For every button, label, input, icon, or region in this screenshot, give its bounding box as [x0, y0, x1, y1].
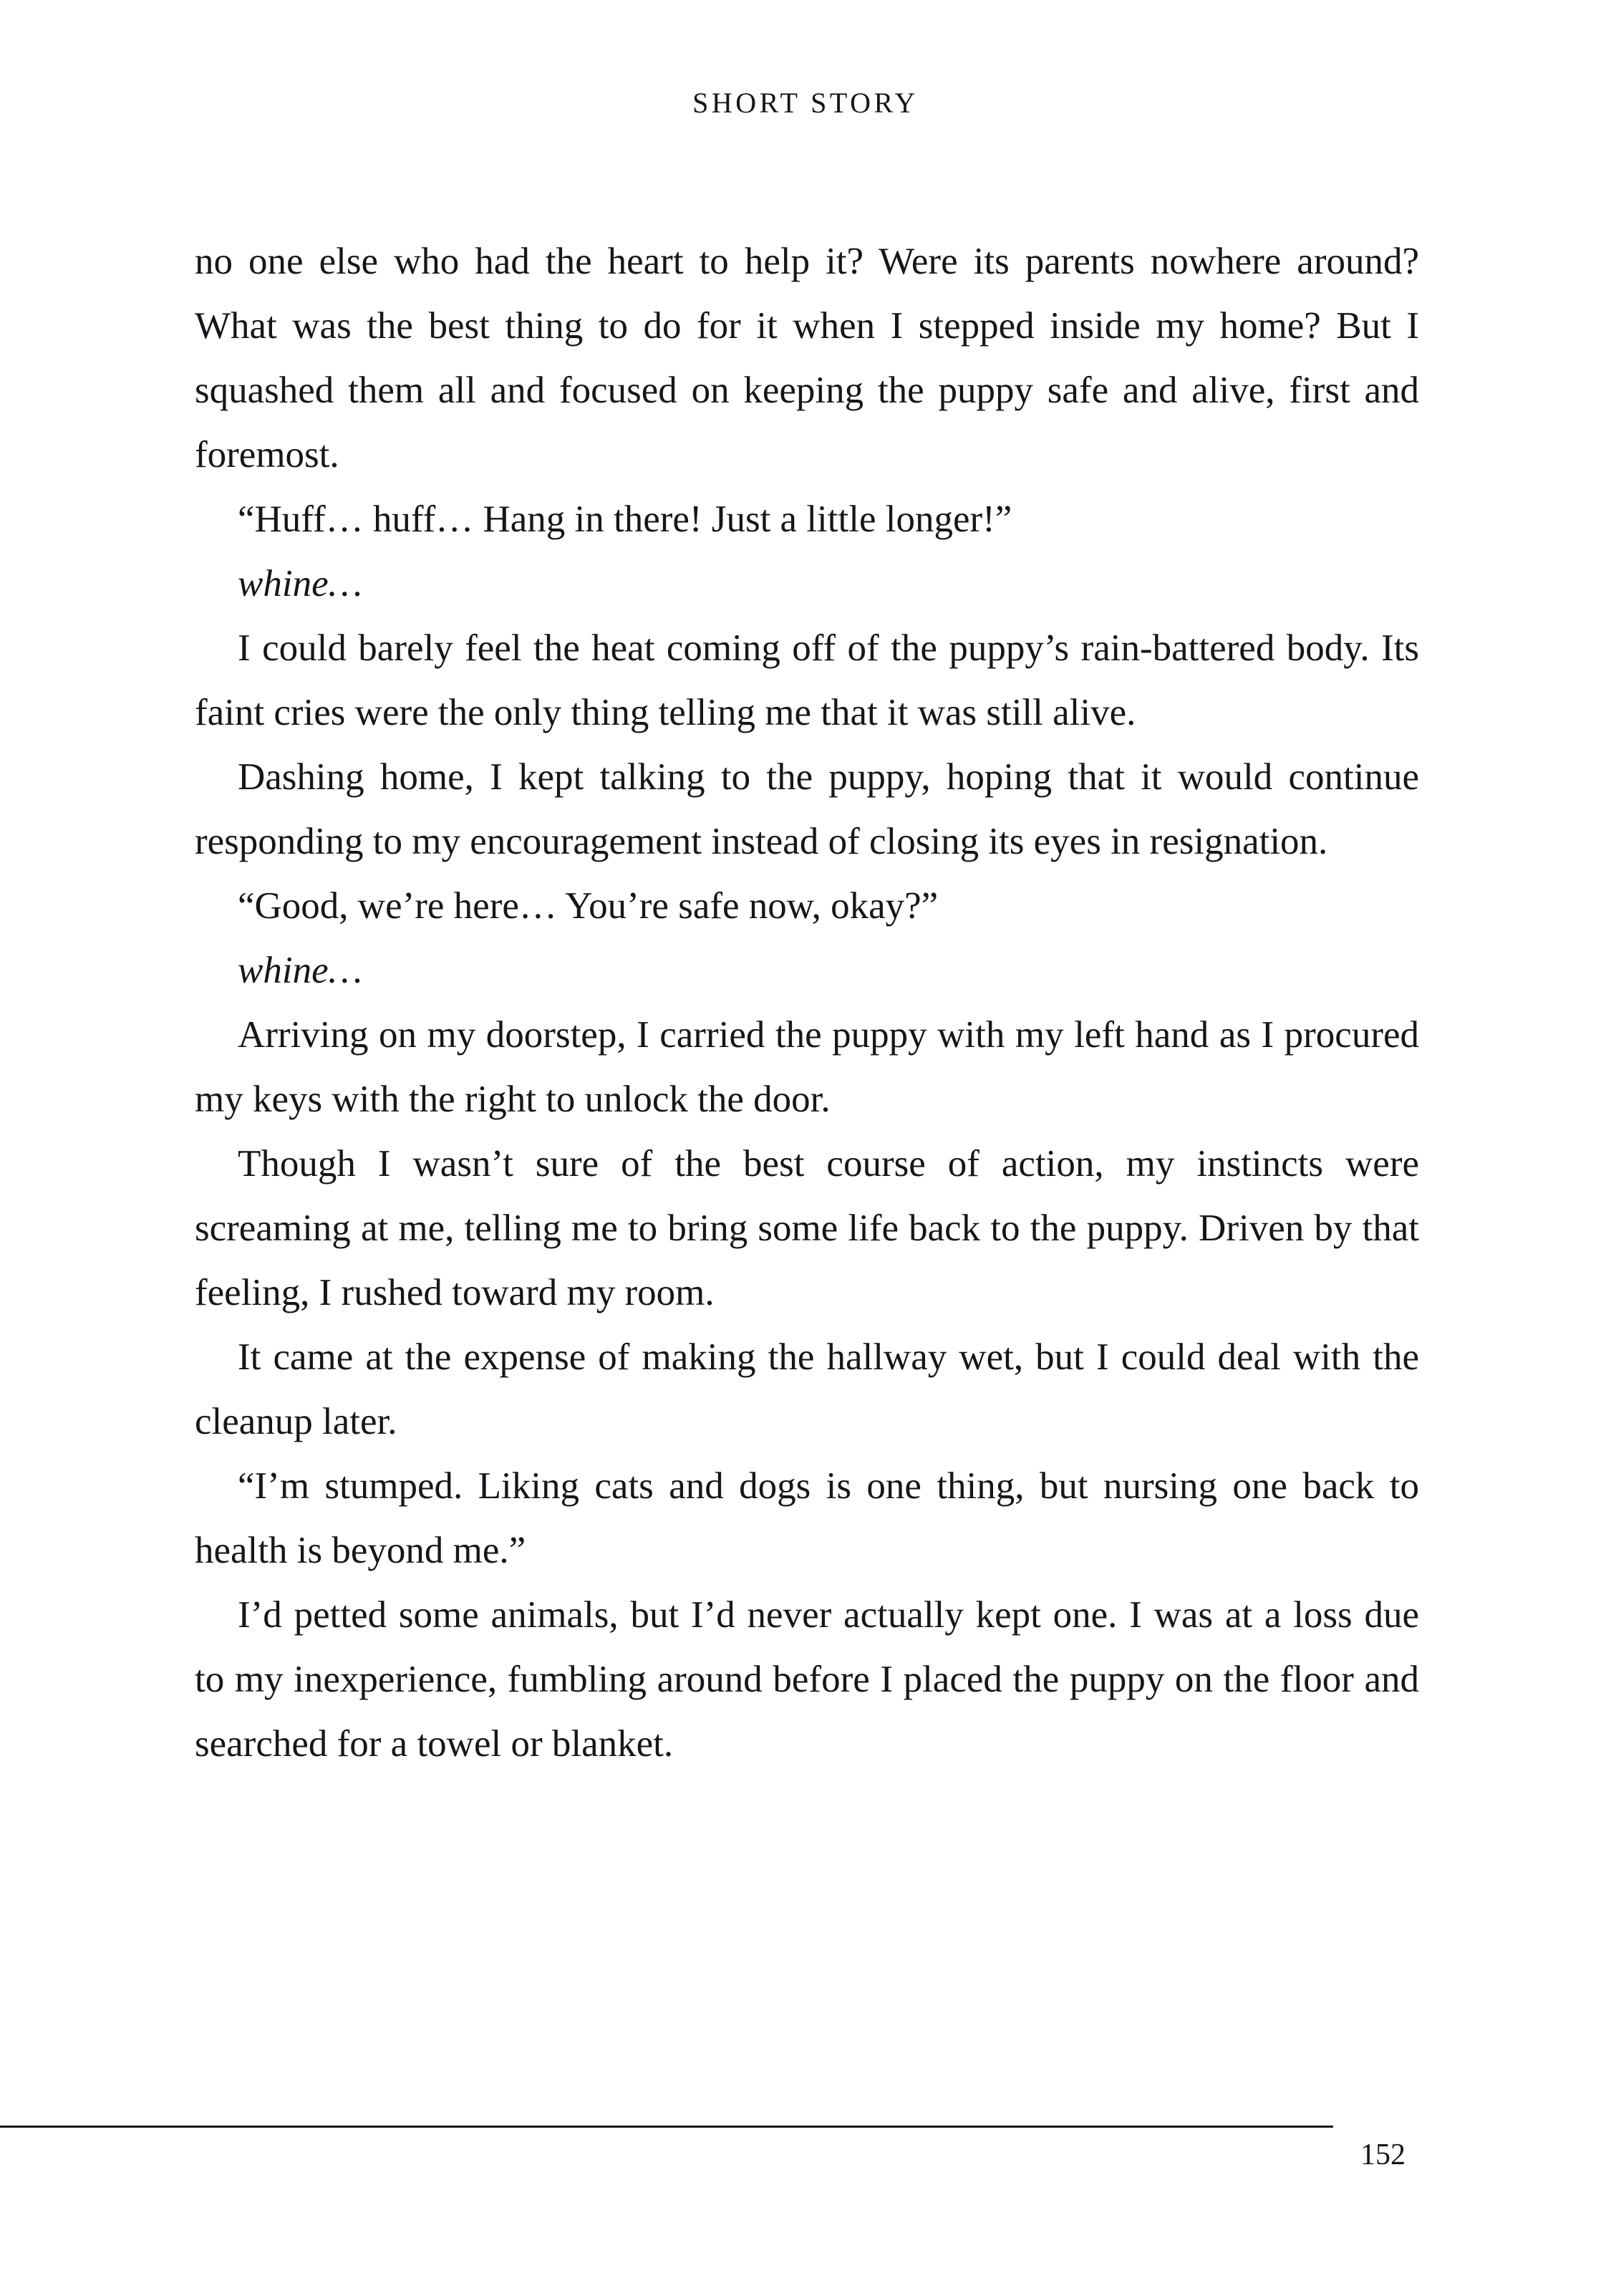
paragraph: “Huff… huff… Hang in there! Just a little longer!”: [238, 498, 1012, 540]
paragraph: “I’m stumped. Liking cats and dogs is one thing, but nursing one back to health is beyond me.”: [195, 1465, 1419, 1571]
paragraph: no one else who had the heart to help it? Were its parents nowhere around? What was the best thing to do for it when I stepped inside my home? But I squashed them all and focused on keeping the puppy safe and alive, first and foremost.: [195, 241, 1419, 476]
paragraph: Dashing home, I kept talking to the puppy, hoping that it would continue responding to my encouragement instead of closing its eyes in resignation.: [195, 756, 1419, 862]
page-number: 152: [1360, 2138, 1406, 2171]
running-head: SHORT STORY: [692, 87, 919, 119]
body-text: [195, 229, 1419, 1776]
paragraph: I could barely feel the heat coming off of the puppy’s rain-battered body. Its faint cries were the only thing telling me that it was still alive.: [195, 627, 1419, 733]
paragraph: I’d petted some animals, but I’d never actually kept one. I was at a loss due to my inexperience, fumbling around before I placed the puppy on the floor and searched for a towel or blanket.: [195, 1594, 1419, 1765]
paragraph: Though I wasn’t sure of the best course of action, my instincts were screaming at me, telling me to bring some life back to the puppy. Driven by that feeling, I rushed toward my room.: [195, 1143, 1419, 1313]
paragraph: It came at the expense of making the hallway wet, but I could deal with the cleanup later.: [195, 1336, 1419, 1442]
paragraph: Arriving on my doorstep, I carried the puppy with my left hand as I procured my keys with the right to unlock the door.: [195, 1014, 1419, 1120]
paragraph: whine…: [238, 950, 362, 991]
paragraph: whine…: [238, 563, 362, 604]
footer-divider: [0, 2126, 1333, 2128]
paragraph: “Good, we’re here… You’re safe now, okay?”: [238, 885, 939, 927]
